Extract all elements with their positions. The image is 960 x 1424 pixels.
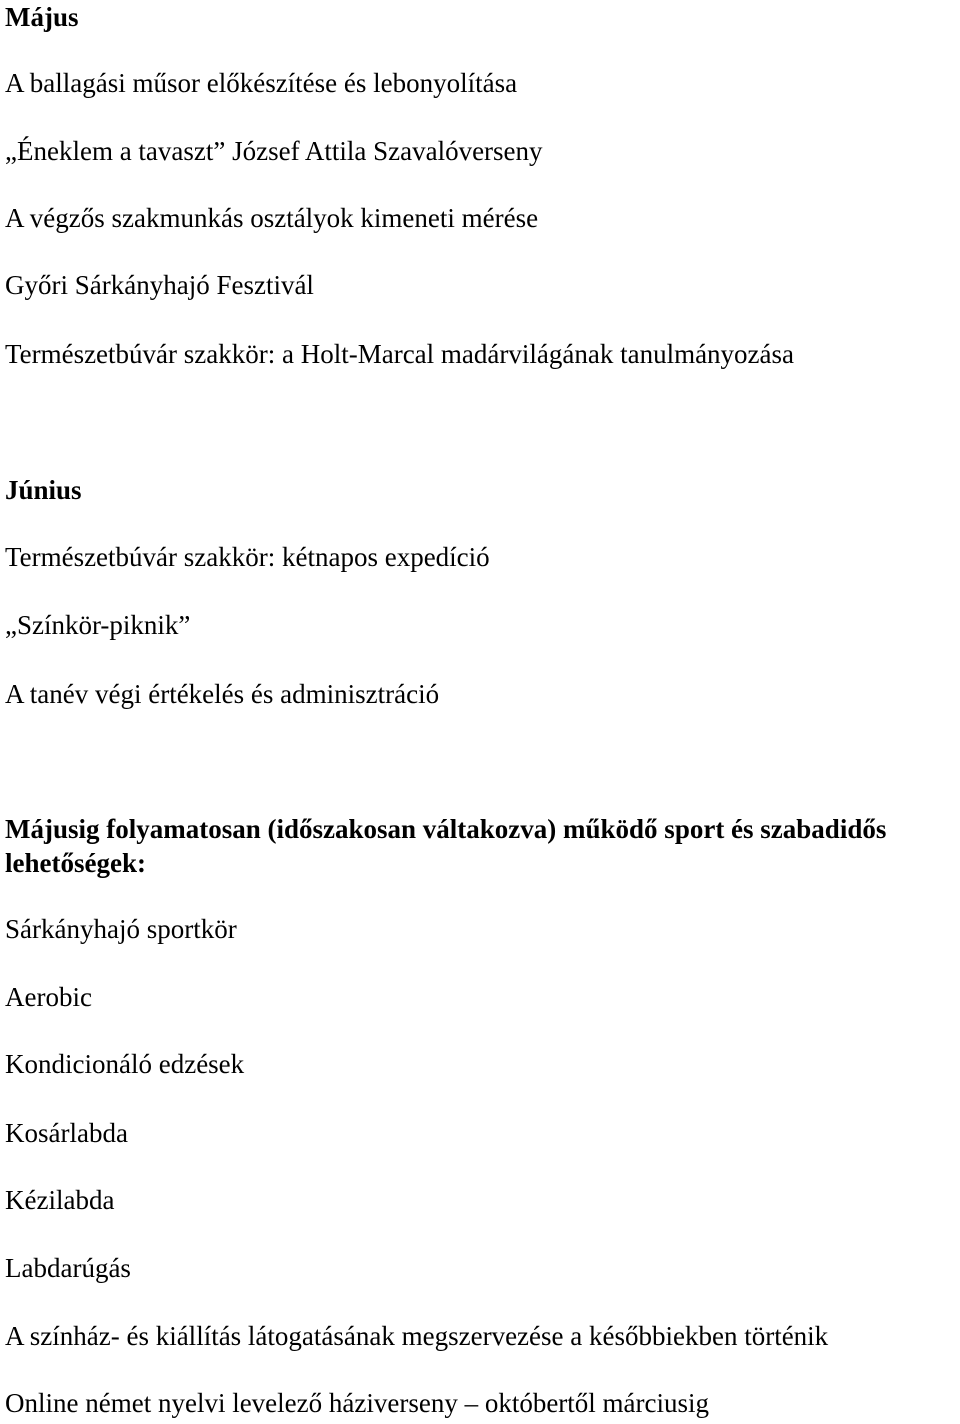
section-heading-sports-continued: lehetőségek: — [5, 848, 146, 878]
section-heading-may: Május — [5, 2, 79, 32]
list-item: A ballagási műsor előkészítése és lebonyolítása — [5, 68, 518, 98]
list-item: Kézilabda — [5, 1185, 115, 1215]
list-item: Győri Sárkányhajó Fesztivál — [5, 270, 314, 300]
list-item: A végzős szakmunkás osztályok kimeneti mérése — [5, 203, 539, 233]
list-item: Kosárlabda — [5, 1118, 128, 1148]
list-item: Sárkányhajó sportkör — [5, 914, 237, 944]
list-item: Természetbúvár szakkör: kétnapos expedíció — [5, 542, 490, 572]
list-item: Labdarúgás — [5, 1253, 131, 1283]
list-item: „Éneklem a tavaszt” József Attila Szavalóverseny — [5, 136, 543, 166]
list-item: Természetbúvár szakkör: a Holt-Marcal madárvilágának tanulmányozása — [5, 339, 795, 369]
list-item: A tanév végi értékelés és adminisztráció — [5, 679, 440, 709]
list-item: Aerobic — [5, 982, 92, 1012]
list-item: Online német nyelvi levelező háziverseny – októbertől márciusig — [5, 1388, 710, 1418]
list-item: A színház- és kiállítás látogatásának megszervezése a későbbiekben történik — [5, 1321, 829, 1351]
list-item: „Színkör-piknik” — [5, 610, 191, 640]
list-item: Kondicionáló edzések — [5, 1049, 245, 1079]
section-heading-june: Június — [5, 475, 82, 505]
section-heading-sports: Májusig folyamatosan (időszakosan váltakozva) működő sport és szabadidős — [5, 814, 887, 844]
